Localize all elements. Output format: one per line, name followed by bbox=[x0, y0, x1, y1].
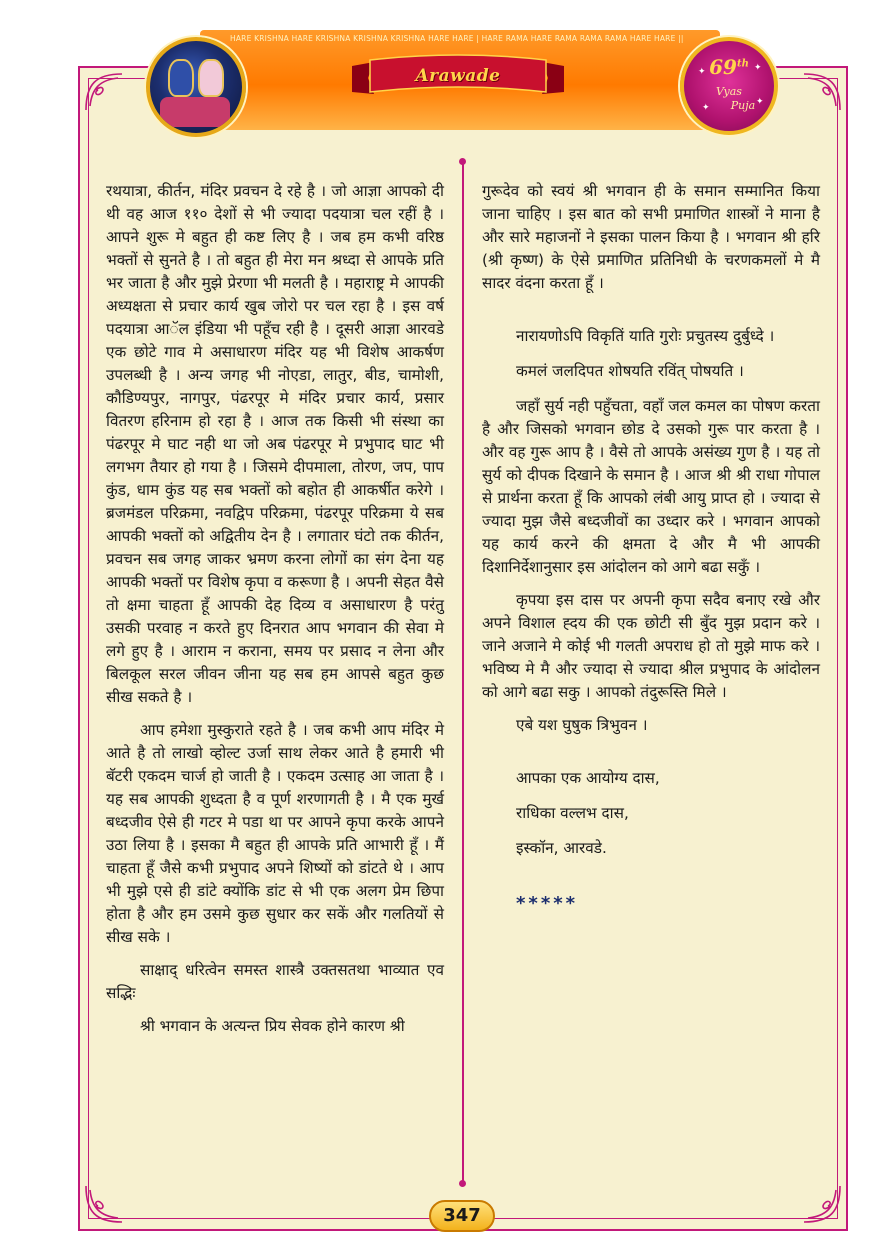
deity-medallion bbox=[146, 37, 246, 137]
left-paragraph-3: साक्षाद् धरित्वेन समस्त शास्त्रै उक्तसतथा भाव्यात एव सद्भिः bbox=[106, 961, 444, 1002]
right-column bbox=[482, 180, 820, 925]
corner-ornament-bottom-left bbox=[82, 1182, 126, 1226]
star-icon: ✦ bbox=[702, 103, 710, 113]
star-icon: ✦ bbox=[754, 63, 762, 73]
left-paragraph-4: श्री भगवान के अत्यन्त प्रिय सेवक होने कारण श्री bbox=[140, 1017, 405, 1035]
badge-line-vyas: Vyas bbox=[716, 85, 742, 98]
corner-ornament-top-left bbox=[82, 70, 126, 114]
signature-line-2: राधिका वल्लभ दास, bbox=[516, 804, 629, 822]
right-paragraph-2: जहाँ सुर्य नही पहुँचता, वहाँ जल कमल का पोषण करता है और जिसको भगवान छोड दे उसको गुरू पार करता है । और वह गुरू आप है । वैसे तो आपके असंख्य गुण है । यह तो सुर्य को दीपक दिखाने के समान है । आज श्री श्री राधा गोपाल से प्रार्थना करता हूँ कि आपको लंबी आयु प्राप्त हो । ज्यादा से ज्यादा मुझ जैसे बध्दजीवों का उध्दार करे । भगवान आपको यह कार्य करने की क्षमता दे और मै भी आपकी दिशानिर्देशानुसार इस आंदोलन को आगे बढा सकुँ । bbox=[482, 397, 820, 576]
right-paragraph-3: कृपया इस दास पर अपनी कृपा सदैव बनाए रखे और अपने विशाल ह्दय की एक छोटी सी बुँद मुझ प्रदान करे । जाने अजाने मे कोई भी गलती अपराध हो तो मुझे माफ करे । भविष्य मे मै और ज्यादा से ज्यादा श्रील प्रभुपाद के आंदोलन को आगे बढा सकु । आपको तंदुरूस्ति मिले । bbox=[482, 591, 820, 701]
star-icon: ✦ bbox=[756, 97, 764, 107]
signature-line-3: इस्कॉन, आरवडे. bbox=[516, 839, 607, 857]
column-divider bbox=[462, 163, 464, 1183]
closing-stars: ***** bbox=[516, 893, 579, 914]
badge-line-puja: Puja bbox=[730, 99, 756, 112]
left-paragraph-2: आप हमेशा मुस्कुराते रहते है । जब कभी आप मंदिर मे आते है तो लाखो व्होल्ट उर्जा साथ लेकर आते है हमारी भी बॅटरी एकदम चार्ज हो जाती है । एकदम उत्साह आ जाता है । यह सब आपकी शुध्दता है व पूर्ण शरणागती है । मै एक मुर्ख बध्दजीव ऐसे ही गटर मे पडा था पर आपने कृपा करके आपने उठा लिया है । इसका मै बहुत ही आपके प्रति आभारी हूँ । मैं चाहता हूँ जैसे कभी प्रभुपाद अपने शिष्यों को डांटते थे । आप भी मुझे एसे ही डांटे क्योंकि डांट से भी एक अलग प्रेम छिपा होता है और हम उसमे कुछ सुधार कर सकें और गलतियों से सीख सके । bbox=[106, 721, 444, 946]
vyas-puja-badge bbox=[680, 37, 778, 135]
header-mantra: HARE KRISHNA HARE KRISHNA KRISHNA KRISHNA HARE HARE | HARE RAMA HARE RAMA RAMA RAMA HARE HARE || bbox=[230, 34, 684, 43]
left-column bbox=[106, 180, 444, 1048]
divider-dot-bottom bbox=[459, 1180, 466, 1187]
corner-ornament-top-right bbox=[800, 70, 844, 114]
verse-line-1: नारायणोऽपि विकृतिं याति गुरोः प्रचुतस्य दुर्बुध्दे । bbox=[516, 327, 775, 345]
verse-line-2: कमलं जलदिपत शोषयति रविंत् पोषयति । bbox=[516, 362, 744, 380]
page-number: 347 bbox=[429, 1200, 495, 1232]
left-paragraph-1: रथयात्रा, कीर्तन, मंदिर प्रवचन दे रहे है । जो आज्ञा आपको दी थी वह आज ११० देशों से भी ज्यादा पदयात्रा चल रहीं है । आपने शुरू मे बहुत ही कष्ट लिए है । जब हम कभी वरिष्ठ भक्तों से सुनते है । तो बहुत ही मेरा मन श्रध्दा से आपके प्रति भर जाता है और मुझे प्रेरणा भी मलती है । महाराष्ट्र मे आपकी अध्यक्षता से प्रचार कार्य खुब जोरो पर चल रहा है । इस वर्ष पदयात्रा आॅल इंडिया भी पहूँच रही है । दूसरी आज्ञा आरवडे एक छोटे गाव मे असाधारण मंदिर यह भी विशेष आकर्षण उपलब्धी है । अन्य जगह भी नोएडा, लातुर, बीड, चामोशी, कौडिण्यपुर, नागपुर, पंढरपूर मे मंदिर प्रचार कार्य, प्रसार वितरण हरिनाम हो रहा है । आज तक किसी भी संस्था का पंढरपूर मे घाट नही था जो अब पंढरपूर मे प्रभुपाद घाट भी लगभग तैयार हो गया है । जिसमे दीपमाला, तोरण, जप, पाप कुंड, धाम कुंड यह सब भक्तों को बहोत ही आकर्षीत करेगे । ब्रजमंडल परिक्रमा, नवद्विप परिक्रमा, पंढरपूर परिक्रमा ये सब आपकी भक्तों को अद्वितीय देन है । लगातार घंटो तक कीर्तन, प्रवचन सब जगह जाकर भ्रमण करना लोगों का संग देना यह आपकी भक्तों पर विशेष कृपा व करूणा है । अपनी सेहत वैसे तो क्षमा चाहता हूँ आपकी देह दिव्य व असाधारण है परंतु उसकी परवाह न करते हुए दिनरात आप भगवान की सेवा मे लगे हुए है । आराम न कराना, समय पर प्रसाद न लेना और बिलकूल सरल जीवन जीना यह सब हम आपसे बहुत कुछ सीख सकते है । bbox=[106, 182, 444, 706]
devotee-name: Arawade bbox=[415, 66, 501, 86]
star-icon: ✦ bbox=[698, 67, 706, 77]
signature-line-1: आपका एक आयोग्य दास, bbox=[516, 769, 660, 787]
right-paragraph-1: गुरूदेव को स्वयं श्री भगवान ही के समान सम्मानित किया जाना चाहिए । इस बात को सभी प्रमाणित शास्त्रों ने माना है और सारे महाजनों ने इसका पालन किया है । भगवान श्री हरि (श्री कृष्ण) के ऐसे प्रमाणित प्रतिनिधी के चरणकमलों मे मै सादर वंदना करता हूँ । bbox=[482, 182, 820, 292]
corner-ornament-bottom-right bbox=[800, 1182, 844, 1226]
badge-number: 69th bbox=[709, 55, 749, 79]
right-paragraph-4: एबे यश घुषुक त्रिभुवन । bbox=[516, 716, 648, 734]
